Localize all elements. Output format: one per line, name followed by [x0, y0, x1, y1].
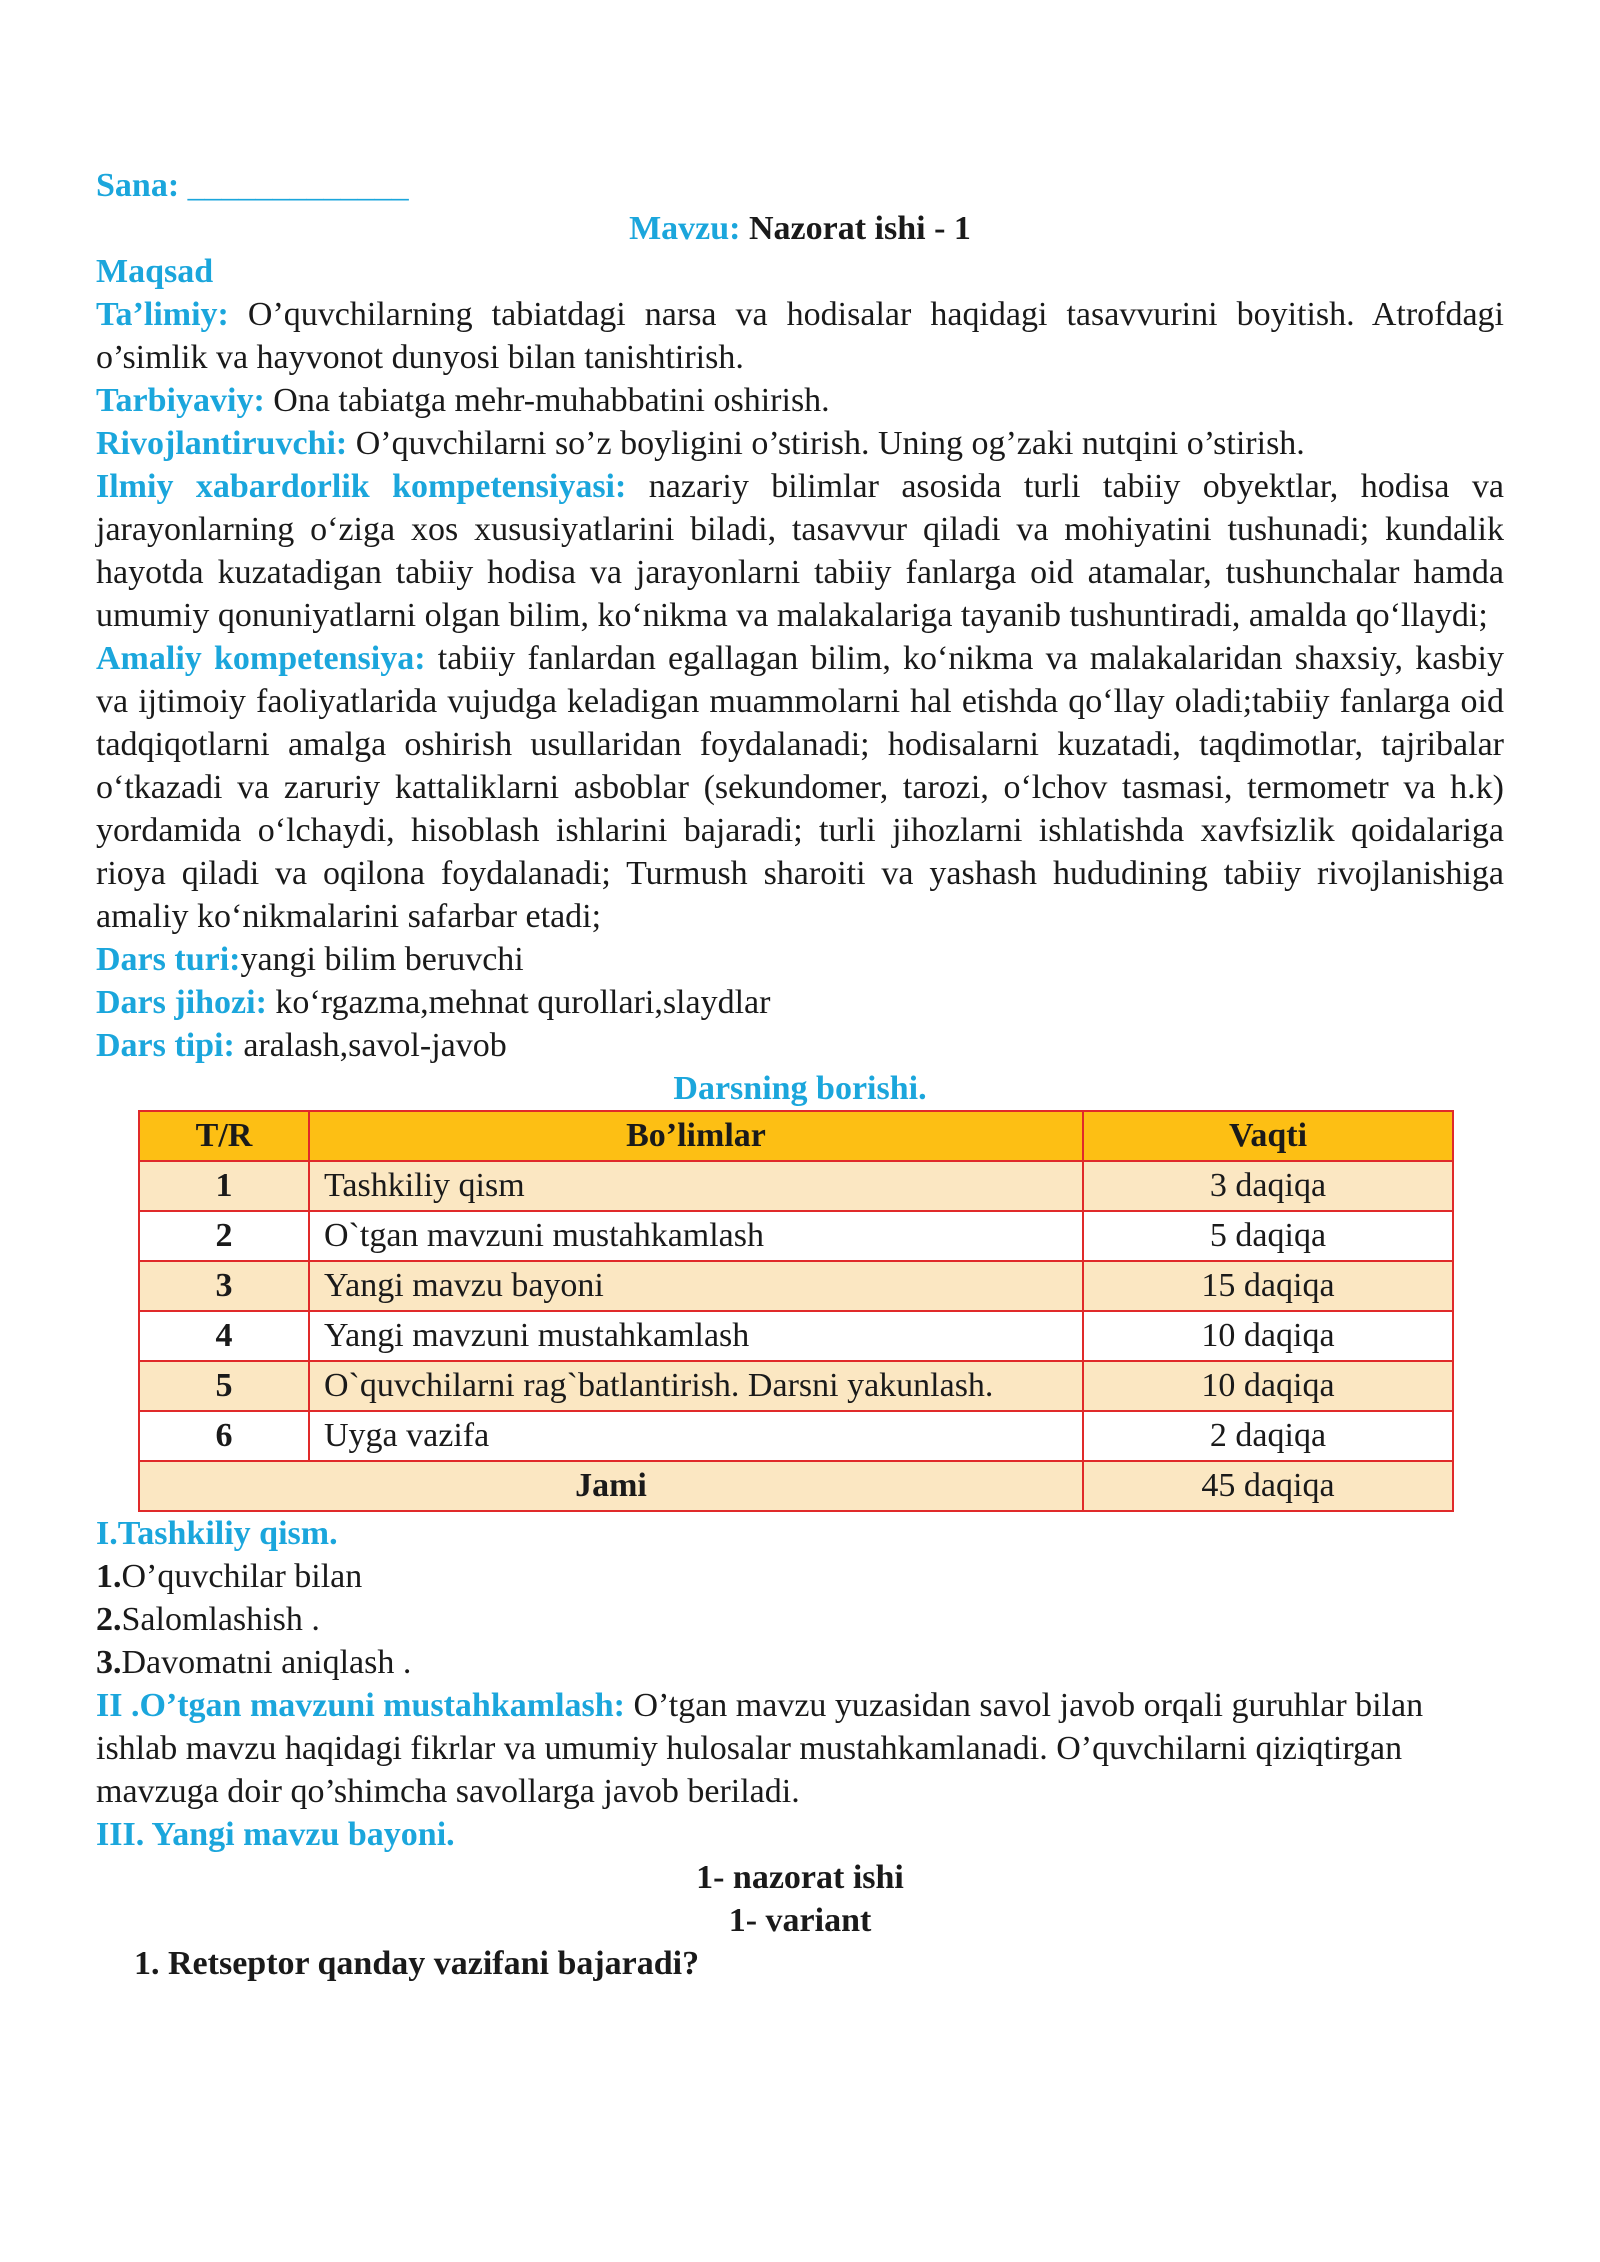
item-number: 3.	[96, 1644, 122, 1681]
row-time: 2 daqiqa	[1083, 1411, 1453, 1461]
row-number: 3	[139, 1261, 309, 1311]
developing-text: O’quvchilarni so’z boyligini o’stirish. Uning og’zaki nutqini o’stirish.	[355, 425, 1305, 462]
upbringing-goal	[96, 379, 1504, 422]
date-blank: _____________	[187, 167, 409, 204]
list-item	[96, 1555, 1504, 1598]
table-row	[139, 1261, 1453, 1311]
educational-label: Ta’limiy:	[96, 296, 229, 333]
row-number: 2	[139, 1211, 309, 1261]
item-text: O’quvchilar bilan	[121, 1558, 363, 1595]
table-row	[139, 1161, 1453, 1211]
practical-competency	[96, 637, 1504, 938]
scientific-competency	[96, 465, 1504, 637]
lesson-plan-table	[138, 1110, 1454, 1512]
org-heading: I.Tashkiliy qism.	[96, 1515, 338, 1552]
header-sections: Bo’limlar	[309, 1111, 1083, 1161]
practical-text: tabiiy fanlardan egallagan bilim, ko‘nikma va malakalaridan shaxsiy, kasbiy va ijtimoiy faoliyatlarida vujudga keladigan muammolarni hal etishda qo‘llay oladi;tabiiy fanlarga oid tadqiqotlarni amalga oshirish usullaridan foydalanadi; hodisalarni kuzatadi, taqdimotlar, tajribalar o‘tkazadi va zaruriy kattaliklarni asboblar (sekundomer, tarozi, o‘lchov tasmasi, termometr va h.k) yordamida o‘lchaydi, hisoblash ishlarini bajaradi; turli jihozlarni ishlatishda xavfsizlik qoidalariga rioya qiladi va oqilona foydalanadi; Turmush sharoiti va yashash hududining tabiiy rivojlanishiga amaliy ko‘nikmalarini safarbar etadi;	[96, 640, 1504, 935]
lesson-kind-value: aralash,savol-javob	[243, 1027, 507, 1064]
total-value: 45 daqiqa	[1083, 1461, 1453, 1511]
plan-title: Darsning borishi.	[673, 1070, 927, 1107]
developing-label: Rivojlantiruvchi:	[96, 425, 348, 462]
lesson-type-value: yangi bilim beruvchi	[240, 941, 524, 978]
educational-text: O’quvchilarning tabiatdagi narsa va hodisalar haqidagi tasavvurini boyitish. Atrofdagi o’simlik va hayvonot dunyosi bilan tanishtirish.	[96, 296, 1504, 376]
row-time: 10 daqiqa	[1083, 1361, 1453, 1411]
row-time: 15 daqiqa	[1083, 1261, 1453, 1311]
upbringing-label: Tarbiyaviy:	[96, 382, 265, 419]
row-section: Yangi mavzu bayoni	[309, 1261, 1083, 1311]
topic-label: Mavzu:	[629, 210, 741, 247]
lesson-kind	[96, 1024, 1504, 1067]
review-section	[96, 1684, 1504, 1813]
row-time: 10 daqiqa	[1083, 1311, 1453, 1361]
row-time: 5 daqiqa	[1083, 1211, 1453, 1261]
row-section: Tashkiliy qism	[309, 1161, 1083, 1211]
row-section: O`quvchilarni rag`batlantirish. Darsni yakunlash.	[309, 1361, 1083, 1411]
topic-value: Nazorat ishi - 1	[749, 210, 971, 247]
item-number: 2.	[96, 1601, 122, 1638]
upbringing-text: Ona tabiatga mehr-muhabbatini oshirish.	[273, 382, 830, 419]
table-row	[139, 1211, 1453, 1261]
review-label: II .O’tgan mavzuni mustahkamlash:	[96, 1687, 625, 1724]
lesson-type	[96, 938, 1504, 981]
row-time: 3 daqiqa	[1083, 1161, 1453, 1211]
scientific-text: nazariy bilimlar asosida turli tabiiy obyektlar, hodisa va jarayonlarning o‘ziga xos xususiyatlarini biladi, tasavvur qiladi va mohiyatini tushunadi; kundalik hayotda kuzatadigan tabiiy hodisa va jarayonlarni tabiiy fanlarga oid atamalar, tushunchalar hamda umumiy qonuniyatlarni olgan bilim, ko‘nikma va malakalariga tayanib tushuntiradi, amalda qo‘llaydi;	[96, 468, 1505, 634]
header-tr: T/R	[139, 1111, 309, 1161]
list-item	[96, 1598, 1504, 1641]
test-title: 1- nazorat ishi	[696, 1859, 904, 1896]
table-total-row	[139, 1461, 1453, 1511]
row-section: Yangi mavzuni mustahkamlash	[309, 1311, 1083, 1361]
table-header-row	[139, 1111, 1453, 1161]
lesson-equipment-value: ko‘rgazma,mehnat qurollari,slaydlar	[275, 984, 771, 1021]
variant-title: 1- variant	[728, 1902, 872, 1939]
item-text: Davomatni aniqlash .	[121, 1644, 412, 1681]
row-number: 1	[139, 1161, 309, 1211]
developing-goal	[96, 422, 1504, 465]
table-row	[139, 1311, 1453, 1361]
row-number: 5	[139, 1361, 309, 1411]
item-text: Salomlashish .	[121, 1601, 320, 1638]
question-1: 1. Retseptor qanday vazifani bajaradi?	[134, 1945, 700, 1982]
list-item	[96, 1641, 1504, 1684]
row-section: O`tgan mavzuni mustahkamlash	[309, 1211, 1083, 1261]
practical-label: Amaliy kompetensiya:	[96, 640, 426, 677]
header-time: Vaqti	[1083, 1111, 1453, 1161]
new-topic-heading: III. Yangi mavzu bayoni.	[96, 1816, 455, 1853]
lesson-type-label: Dars turi:	[96, 941, 241, 978]
educational-goal	[96, 293, 1504, 379]
review-text: O’tgan mavzu yuzasidan savol javob orqali guruhlar bilan ishlab mavzu haqidagi fikrlar va umumiy hulosalar mustahkamlanadi. O’quvchilarni qiziqtirgan mavzuga doir qo’shimcha savollarga javob beriladi.	[96, 1687, 1424, 1810]
lesson-equipment	[96, 981, 1504, 1024]
lesson-kind-label: Dars tipi:	[96, 1027, 235, 1064]
scientific-label: Ilmiy xabardorlik kompetensiyasi:	[96, 468, 627, 505]
date-line	[96, 164, 1504, 207]
row-section: Uyga vazifa	[309, 1411, 1083, 1461]
item-number: 1.	[96, 1558, 122, 1595]
total-label: Jami	[139, 1461, 1083, 1511]
goals-heading: Maqsad	[96, 253, 214, 290]
row-number: 6	[139, 1411, 309, 1461]
lesson-equipment-label: Dars jihozi:	[96, 984, 267, 1021]
table-row	[139, 1411, 1453, 1461]
date-label: Sana:	[96, 167, 180, 204]
topic-line	[96, 207, 1504, 250]
row-number: 4	[139, 1311, 309, 1361]
table-row	[139, 1361, 1453, 1411]
